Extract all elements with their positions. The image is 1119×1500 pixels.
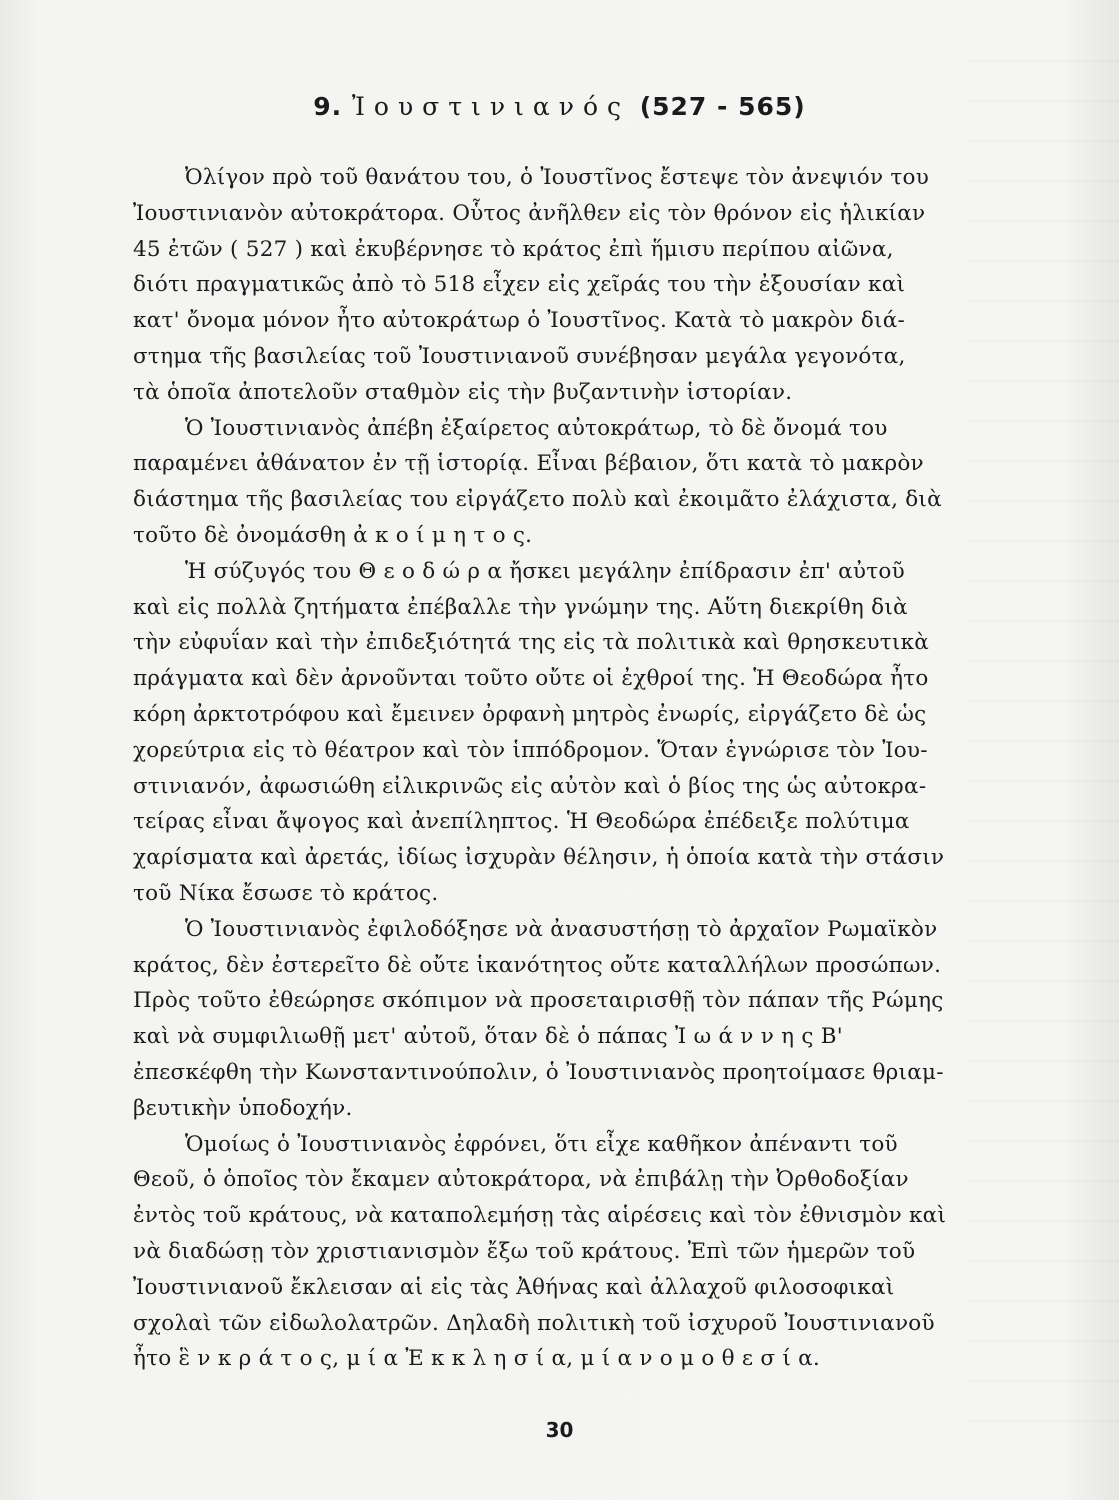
text-line: Ἰουστινιανοῦ ἔκλεισαν αἱ εἰς τὰς Ἀθήνας καὶ ἀλλαχοῦ φιλοσοφικαὶ <box>133 1274 895 1300</box>
text-line: Ἡ σύζυγός του Θ ε ο δ ώ ρ α ἤσκει μεγάλην ἐπίδρασιν ἐπ' αὐτοῦ <box>185 558 905 584</box>
heading-name: Ἰουστινιανός <box>351 92 630 121</box>
text-line: καὶ νὰ συμφιλιωθῇ μετ' αὐτοῦ, ὅταν δὲ ὁ πάπας Ἰ ω ά ν ν η ς Β' <box>133 1024 843 1050</box>
paragraph <box>133 160 993 411</box>
text-line: στινιανόν, ἀφωσιώθη εἰλικρινῶς εἰς αὐτὸν καὶ ὁ βίος της ὡς αὐτοκρα- <box>133 773 927 799</box>
text-line: τὴν εὐφυΐαν καὶ τὴν ἐπιδεξιότητά της εἰς τὰ πολιτικὰ καὶ θρησκευτικὰ <box>133 630 930 656</box>
text-line: ἐπεσκέφθη τὴν Κωνσταντινούπολιν, ὁ Ἰουστινιανὸς προητοίμασε θριαμ- <box>133 1059 944 1085</box>
text-line: πράγματα καὶ δὲν ἀρνοῦνται τοῦτο οὔτε οἱ ἐχθροί της. Ἡ Θεοδώρα ἦτο <box>133 666 929 692</box>
paragraph <box>133 554 993 912</box>
text-line: Ἰουστινιανὸν αὐτοκράτορα. Οὗτος ἀνῆλθεν εἰς τὸν θρόνον εἰς ἡλικίαν <box>133 200 926 226</box>
text-line: ἦτο ἓ ν κ ρ ά τ ο ς, μ ί α Ἐ κ κ λ η σ ί α, μ ί α ν ο μ ο θ ε σ ί α. <box>133 1346 820 1372</box>
text-line: ἐντὸς τοῦ κράτους, νὰ καταπολεμήσῃ τὰς αἱρέσεις καὶ τὸν ἐθνισμὸν καὶ <box>133 1203 947 1229</box>
chapter-heading <box>0 92 1119 121</box>
text-line: τοῦτο δὲ ὀνομάσθη ἀ κ ο ί μ η τ ο ς. <box>133 522 533 548</box>
text-line: παραμένει ἀθάνατον ἐν τῇ ἱστορίᾳ. Εἶναι βέβαιον, ὅτι κατὰ τὸ μακρὸν <box>133 451 924 477</box>
body-text <box>133 160 993 1377</box>
text-line: κατ' ὄνομα μόνον ἦτο αὐτοκράτωρ ὁ Ἰουστῖνος. Κατὰ τὸ μακρὸν διά- <box>133 308 905 334</box>
text-line: Ὁμοίως ὁ Ἰουστινιανὸς ἐφρόνει, ὅτι εἶχε καθῆκον ἀπέναντι τοῦ <box>185 1131 898 1157</box>
text-line: τοῦ Νίκα ἔσωσε τὸ κράτος. <box>133 880 439 906</box>
text-line: Ὀλίγον πρὸ τοῦ θανάτου του, ὁ Ἰουστῖνος ἔστεψε τὸν ἀνεψιόν του <box>185 165 930 190</box>
text-line: χορεύτρια εἰς τὸ θέατρον καὶ τὸν ἱππόδρομον. Ὅταν ἐγνώρισε τὸν Ἰου- <box>133 737 928 763</box>
text-line: 45 ἐτῶν ( 527 ) καὶ ἐκυβέρνησε τὸ κράτος ἐπὶ ἥμισυ περίπου αἰῶνα, <box>133 236 894 262</box>
heading-years: (527 - 565) <box>639 92 806 121</box>
text-line: τείρας εἶναι ἄψογος καὶ ἀνεπίληπτος. Ἡ Θεοδώρα ἐπέδειξε πολύτιμα <box>133 809 910 835</box>
paragraph <box>133 1127 993 1378</box>
text-line: νὰ διαδώσῃ τὸν χριστιανισμὸν ἔξω τοῦ κράτους. Ἐπὶ τῶν ἡμερῶν τοῦ <box>133 1238 916 1264</box>
text-line: κόρη ἀρκτοτρόφου καὶ ἔμεινεν ὀρφανὴ μητρὸς ἐνωρίς, εἰργάζετο δὲ ὡς <box>133 701 927 727</box>
text-line: διότι πραγματικῶς ἀπὸ τὸ 518 εἶχεν εἰς χεῖράς του τὴν ἐξουσίαν καὶ <box>133 272 906 298</box>
paragraph <box>133 411 993 554</box>
text-line: βευτικὴν ὑποδοχήν. <box>133 1095 353 1121</box>
text-line: Ὁ Ἰουστινιανὸς ἀπέβη ἐξαίρετος αὐτοκράτωρ, τὸ δὲ ὄνομά του <box>185 415 888 441</box>
text-line: καὶ εἰς πολλὰ ζητήματα ἐπέβαλλε τὴν γνώμην της. Αὕτη διεκρίθη διὰ <box>133 594 908 620</box>
heading-number: 9. <box>313 92 343 121</box>
text-line: τὰ ὁποῖα ἀποτελοῦν σταθμὸν εἰς τὴν βυζαντινὴν ἱστορίαν. <box>133 379 793 405</box>
text-line: στημα τῆς βασιλείας τοῦ Ἰουστινιανοῦ συνέβησαν μεγάλα γεγονότα, <box>133 343 906 369</box>
text-line: χαρίσματα καὶ ἀρετάς, ἰδίως ἰσχυρὰν θέλησιν, ἡ ὁποία κατὰ τὴν στάσιν <box>133 845 945 871</box>
paragraph <box>133 912 993 1127</box>
text-line: σχολαὶ τῶν εἰδωλολατρῶν. Δηλαδὴ πολιτικὴ τοῦ ἰσχυροῦ Ἰουστινιανοῦ <box>133 1310 935 1336</box>
text-line: Πρὸς τοῦτο ἐθεώρησε σκόπιμον νὰ προσεταιρισθῇ τὸν πάπαν τῆς Ρώμης <box>133 988 944 1014</box>
text-line: Θεοῦ, ὁ ὁποῖος τὸν ἔκαμεν αὐτοκράτορα, νὰ ἐπιβάλῃ τὴν Ὀρθοδοξίαν <box>133 1167 909 1193</box>
text-line: κράτος, δὲν ἐστερεῖτο δὲ οὔτε ἱκανότητος οὔτε καταλλήλων προσώπων. <box>133 952 942 978</box>
text-line: Ὁ Ἰουστινιανὸς ἐφιλοδόξησε νὰ ἀνασυστήσῃ τὸ ἀρχαῖον Ρωμαϊκὸν <box>185 916 938 942</box>
text-line: διάστημα τῆς βασιλείας του εἰργάζετο πολὺ καὶ ἐκοιμᾶτο ἐλάχιστα, διὰ <box>133 487 942 513</box>
page-number: 30 <box>545 1418 574 1442</box>
